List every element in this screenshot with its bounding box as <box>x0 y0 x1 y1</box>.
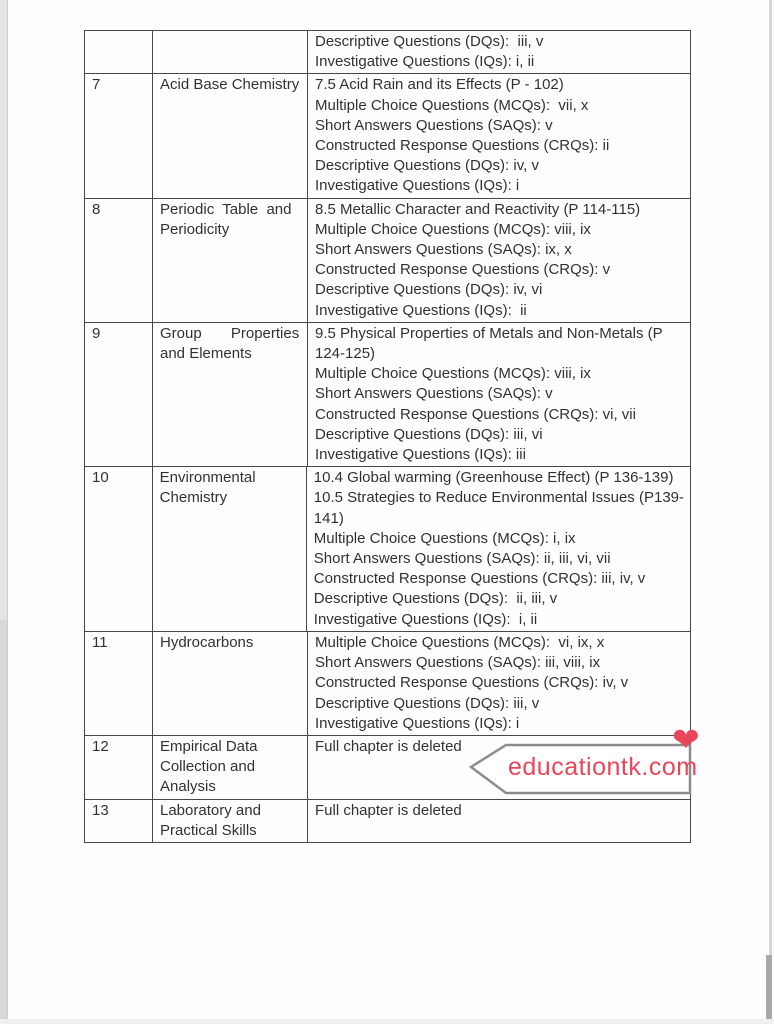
chapter-details-cell <box>308 199 690 322</box>
heart-icon: ❤ <box>672 721 700 758</box>
cell-line: Investigative Questions (IQs): i <box>315 177 520 195</box>
cell-line: Descriptive Questions (DQs): iii, v <box>315 33 544 50</box>
cell-line: Descriptive Questions (DQs): iii, vi <box>315 425 543 443</box>
chapter-number-cell: 11 <box>85 632 153 735</box>
page-right-edge-shadow <box>766 955 772 1024</box>
cell-line: Hydrocarbons <box>160 633 254 651</box>
cell-line: Multiple Choice Questions (MCQs): viii, ix <box>315 365 591 383</box>
cell-line: Short Answers Questions (SAQs): iii, viii, ix <box>315 654 601 672</box>
cell-line: Investigative Questions (IQs): ii <box>315 301 527 319</box>
table-row <box>85 632 690 736</box>
table-row <box>85 31 690 74</box>
chapter-name-cell <box>153 74 308 197</box>
chapter-details-cell <box>308 31 690 73</box>
cell-line: Analysis <box>160 778 216 796</box>
cell-line: Empirical Data <box>160 737 258 755</box>
watermark-text: educationtk.com <box>508 753 698 781</box>
chapter-name-cell <box>153 467 307 631</box>
cell-line: Descriptive Questions (DQs): iii, v <box>315 694 540 712</box>
cell-line: Multiple Choice Questions (MCQs): vi, ix, x <box>315 633 605 651</box>
cell-line: 7.5 Acid Rain and its Effects (P - 102) <box>315 76 564 94</box>
chapter-name-cell <box>153 736 308 799</box>
cell-line: Constructed Response Questions (CRQs): v <box>315 261 611 279</box>
watermark-badge <box>466 738 698 796</box>
cell-line: 141) <box>313 509 344 527</box>
chapter-number-cell: 13 <box>85 800 153 842</box>
cell-line: 124-125) <box>315 345 376 363</box>
table-row <box>85 199 690 323</box>
cell-line: 10.4 Global warming (Greenhouse Effect) (P 136-139) <box>313 469 674 487</box>
chapter-details-cell <box>308 800 690 842</box>
cell-line: Acid Base Chemistry <box>160 76 300 94</box>
cell-line: Constructed Response Questions (CRQs): ii <box>315 137 610 155</box>
page-left-edge-shadow <box>0 620 7 1024</box>
cell-line: Laboratory and <box>160 801 261 819</box>
cell-line: Multiple Choice Questions (MCQs): vii, x <box>315 96 589 114</box>
page-bottom-edge <box>0 1019 774 1024</box>
cell-line: Full chapter is deleted <box>315 801 462 819</box>
cell-line: Descriptive Questions (DQs): iv, v <box>315 157 539 175</box>
chapter-name-cell <box>153 199 308 322</box>
chapter-number-cell: 10 <box>85 467 153 631</box>
chapter-details-cell <box>308 632 690 735</box>
chapter-name-cell <box>153 800 308 842</box>
cell-line: Constructed Response Questions (CRQs): iii, iv, v <box>313 570 646 588</box>
chapter-number-cell <box>85 31 153 73</box>
chapter-number-cell: 8 <box>85 199 153 322</box>
cell-line: Multiple Choice Questions (MCQs): i, ix <box>313 529 576 547</box>
cell-line: 10.5 Strategies to Reduce Environmental Issues (P139- <box>313 489 684 507</box>
cell-line: Investigative Questions (IQs): i, ii <box>315 53 535 71</box>
cell-line: Descriptive Questions (DQs): ii, iii, v <box>313 590 558 608</box>
cell-line: 8.5 Metallic Character and Reactivity (P 114-115) <box>315 200 641 218</box>
cell-line: Short Answers Questions (SAQs): ix, x <box>315 241 572 259</box>
cell-line: Practical Skills <box>160 821 257 839</box>
cell-line: Periodic Table and <box>160 200 292 218</box>
table-row <box>85 800 690 842</box>
cell-line: Environmental <box>159 469 256 487</box>
cell-line: Full chapter is deleted <box>315 737 462 755</box>
cell-line: Multiple Choice Questions (MCQs): viii, ix <box>315 220 591 238</box>
chapter-number-cell: 7 <box>85 74 153 197</box>
page-right-edge <box>769 0 772 1024</box>
table-row <box>85 467 690 632</box>
cell-line: Constructed Response Questions (CRQs): iv, v <box>315 674 629 692</box>
cell-line: Short Answers Questions (SAQs): v <box>315 385 553 403</box>
chapter-number-cell: 9 <box>85 323 153 466</box>
chapter-details-cell <box>308 323 690 466</box>
cell-line: Chemistry <box>159 489 228 507</box>
cell-line: Collection and <box>160 758 256 776</box>
table-row <box>85 74 690 198</box>
cell-line: Short Answers Questions (SAQs): ii, iii, vi, vii <box>313 550 611 568</box>
chapter-number-cell: 12 <box>85 736 153 799</box>
cell-line: Investigative Questions (IQs): i, ii <box>313 610 538 628</box>
chapter-name-cell <box>153 632 308 735</box>
chapter-name-cell <box>153 31 308 73</box>
chapter-details-cell <box>307 467 690 631</box>
syllabus-table <box>84 30 698 843</box>
table-row <box>85 323 690 467</box>
cell-line: Short Answers Questions (SAQs): v <box>315 116 553 134</box>
cell-line: Group Properties <box>160 324 300 342</box>
cell-line: Investigative Questions (IQs): iii <box>315 446 526 464</box>
cell-line: Investigative Questions (IQs): i <box>315 714 520 732</box>
chapter-details-cell <box>308 74 690 197</box>
chapter-name-cell <box>153 323 308 466</box>
cell-line: and Elements <box>160 345 252 363</box>
cell-line: 9.5 Physical Properties of Metals and Non-Metals (P <box>315 324 663 342</box>
cell-line: Descriptive Questions (DQs): iv, vi <box>315 281 543 299</box>
cell-line: Periodicity <box>160 220 230 238</box>
cell-line: Constructed Response Questions (CRQs): vi, vii <box>315 405 636 423</box>
